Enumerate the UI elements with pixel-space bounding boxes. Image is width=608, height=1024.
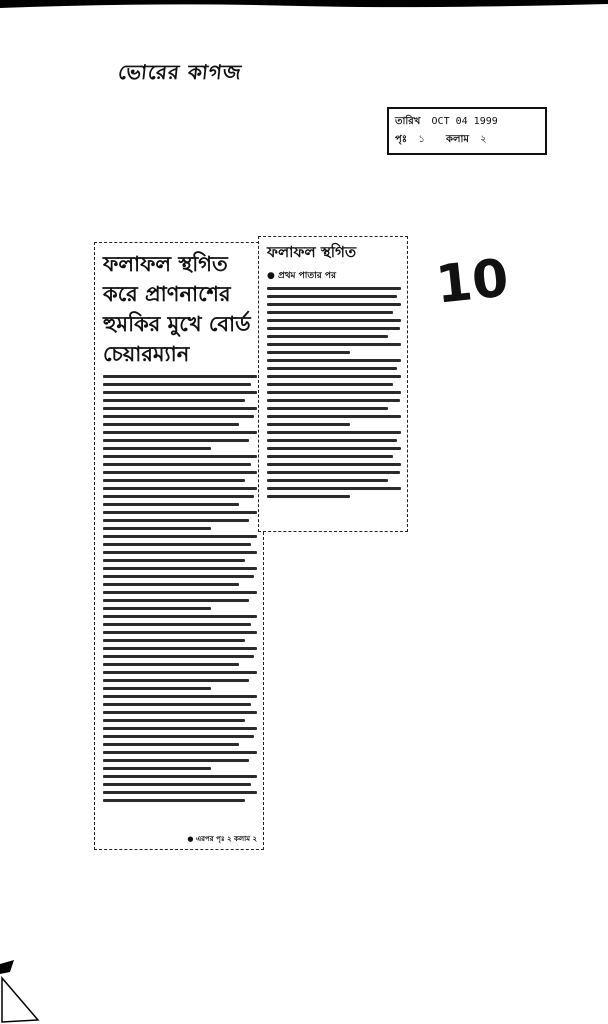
text-line (267, 359, 401, 362)
stamp-column-label: কলাম (446, 134, 469, 145)
text-line (267, 423, 350, 426)
text-line (103, 567, 257, 570)
stamp-date-label: তারিখ (395, 116, 421, 127)
news-clipping-main (94, 242, 264, 850)
text-line (103, 711, 257, 714)
archive-date-stamp (387, 107, 547, 155)
text-line (103, 415, 254, 418)
stamp-page-row (395, 131, 539, 149)
text-line (267, 399, 400, 402)
text-line (103, 615, 257, 618)
text-line (103, 767, 211, 770)
text-line (267, 327, 400, 330)
text-line (103, 391, 257, 394)
text-line (103, 679, 249, 682)
text-line (103, 463, 251, 466)
text-line (103, 431, 257, 434)
text-line (103, 783, 251, 786)
text-line (103, 759, 249, 762)
text-line (103, 647, 257, 650)
stamp-page-value: ১ (418, 134, 425, 145)
text-line (103, 455, 257, 458)
handwritten-number: 10 (433, 248, 512, 316)
text-line (103, 799, 245, 802)
text-line (267, 431, 401, 434)
text-line (267, 495, 350, 498)
text-line (267, 391, 401, 394)
text-line (103, 527, 211, 530)
text-line (267, 407, 388, 410)
text-line (103, 583, 239, 586)
text-line (267, 471, 400, 474)
text-line (267, 479, 388, 482)
text-line (103, 751, 257, 754)
text-line (103, 607, 211, 610)
text-line (267, 319, 401, 322)
news-clipping-continued (258, 236, 408, 532)
text-line (103, 495, 254, 498)
text-line (103, 775, 257, 778)
text-line (103, 487, 257, 490)
text-line (103, 439, 249, 442)
stamp-page-label: পৃঃ (395, 134, 408, 145)
scan-corner-fold (0, 960, 40, 1024)
text-line (267, 295, 397, 298)
text-line (103, 551, 257, 554)
text-line (103, 599, 249, 602)
text-line (267, 463, 401, 466)
continued-article-title: ফলাফল স্থগিত (267, 243, 357, 261)
text-line (267, 415, 401, 418)
text-line (103, 591, 257, 594)
text-line (267, 439, 397, 442)
text-line (103, 791, 257, 794)
scan-top-edge (0, 0, 608, 14)
text-line (103, 735, 254, 738)
text-line (103, 695, 257, 698)
text-line (103, 719, 245, 722)
text-line (267, 311, 393, 314)
text-line (103, 399, 245, 402)
text-line (103, 663, 239, 666)
text-line (103, 447, 211, 450)
article-body-text (95, 373, 263, 802)
text-line (103, 703, 251, 706)
text-line (103, 423, 239, 426)
text-line (103, 727, 257, 730)
text-line (103, 543, 251, 546)
text-line (267, 367, 397, 370)
article-continuation-note: ● এরপর পৃঃ ২ কলাম ২ (187, 835, 257, 843)
text-line (103, 743, 239, 746)
text-line (267, 287, 401, 290)
text-line (103, 631, 257, 634)
text-line (103, 383, 251, 386)
text-line (267, 487, 401, 490)
text-line (103, 479, 245, 482)
text-line (103, 407, 257, 410)
text-line (103, 623, 251, 626)
text-line (103, 511, 257, 514)
text-line (267, 343, 401, 346)
text-line (103, 519, 249, 522)
text-line (267, 335, 388, 338)
continued-article-body-text (259, 285, 407, 498)
article-headline: ফলাফল স্থগিত করে প্রাণনাশের হুমকির মুখে বোর্ড চেয়ারম্যান (103, 252, 251, 366)
continued-from-note: ● প্রথম পাতার পর (267, 271, 336, 281)
stamp-date-value: OCT 04 1999 (431, 116, 498, 127)
text-line (103, 559, 245, 562)
text-line (103, 655, 254, 658)
text-line (267, 303, 401, 306)
stamp-date-row (395, 113, 539, 131)
text-line (267, 383, 393, 386)
text-line (267, 351, 350, 354)
text-line (103, 575, 254, 578)
text-line (103, 375, 257, 378)
text-line (267, 455, 393, 458)
text-line (103, 671, 257, 674)
text-line (103, 471, 257, 474)
text-line (103, 503, 239, 506)
newspaper-masthead: ভোরের কাগজ (117, 60, 244, 84)
text-line (103, 687, 211, 690)
text-line (267, 447, 401, 450)
text-line (103, 639, 245, 642)
stamp-column-value: ২ (480, 134, 487, 145)
text-line (267, 375, 401, 378)
text-line (103, 535, 257, 538)
